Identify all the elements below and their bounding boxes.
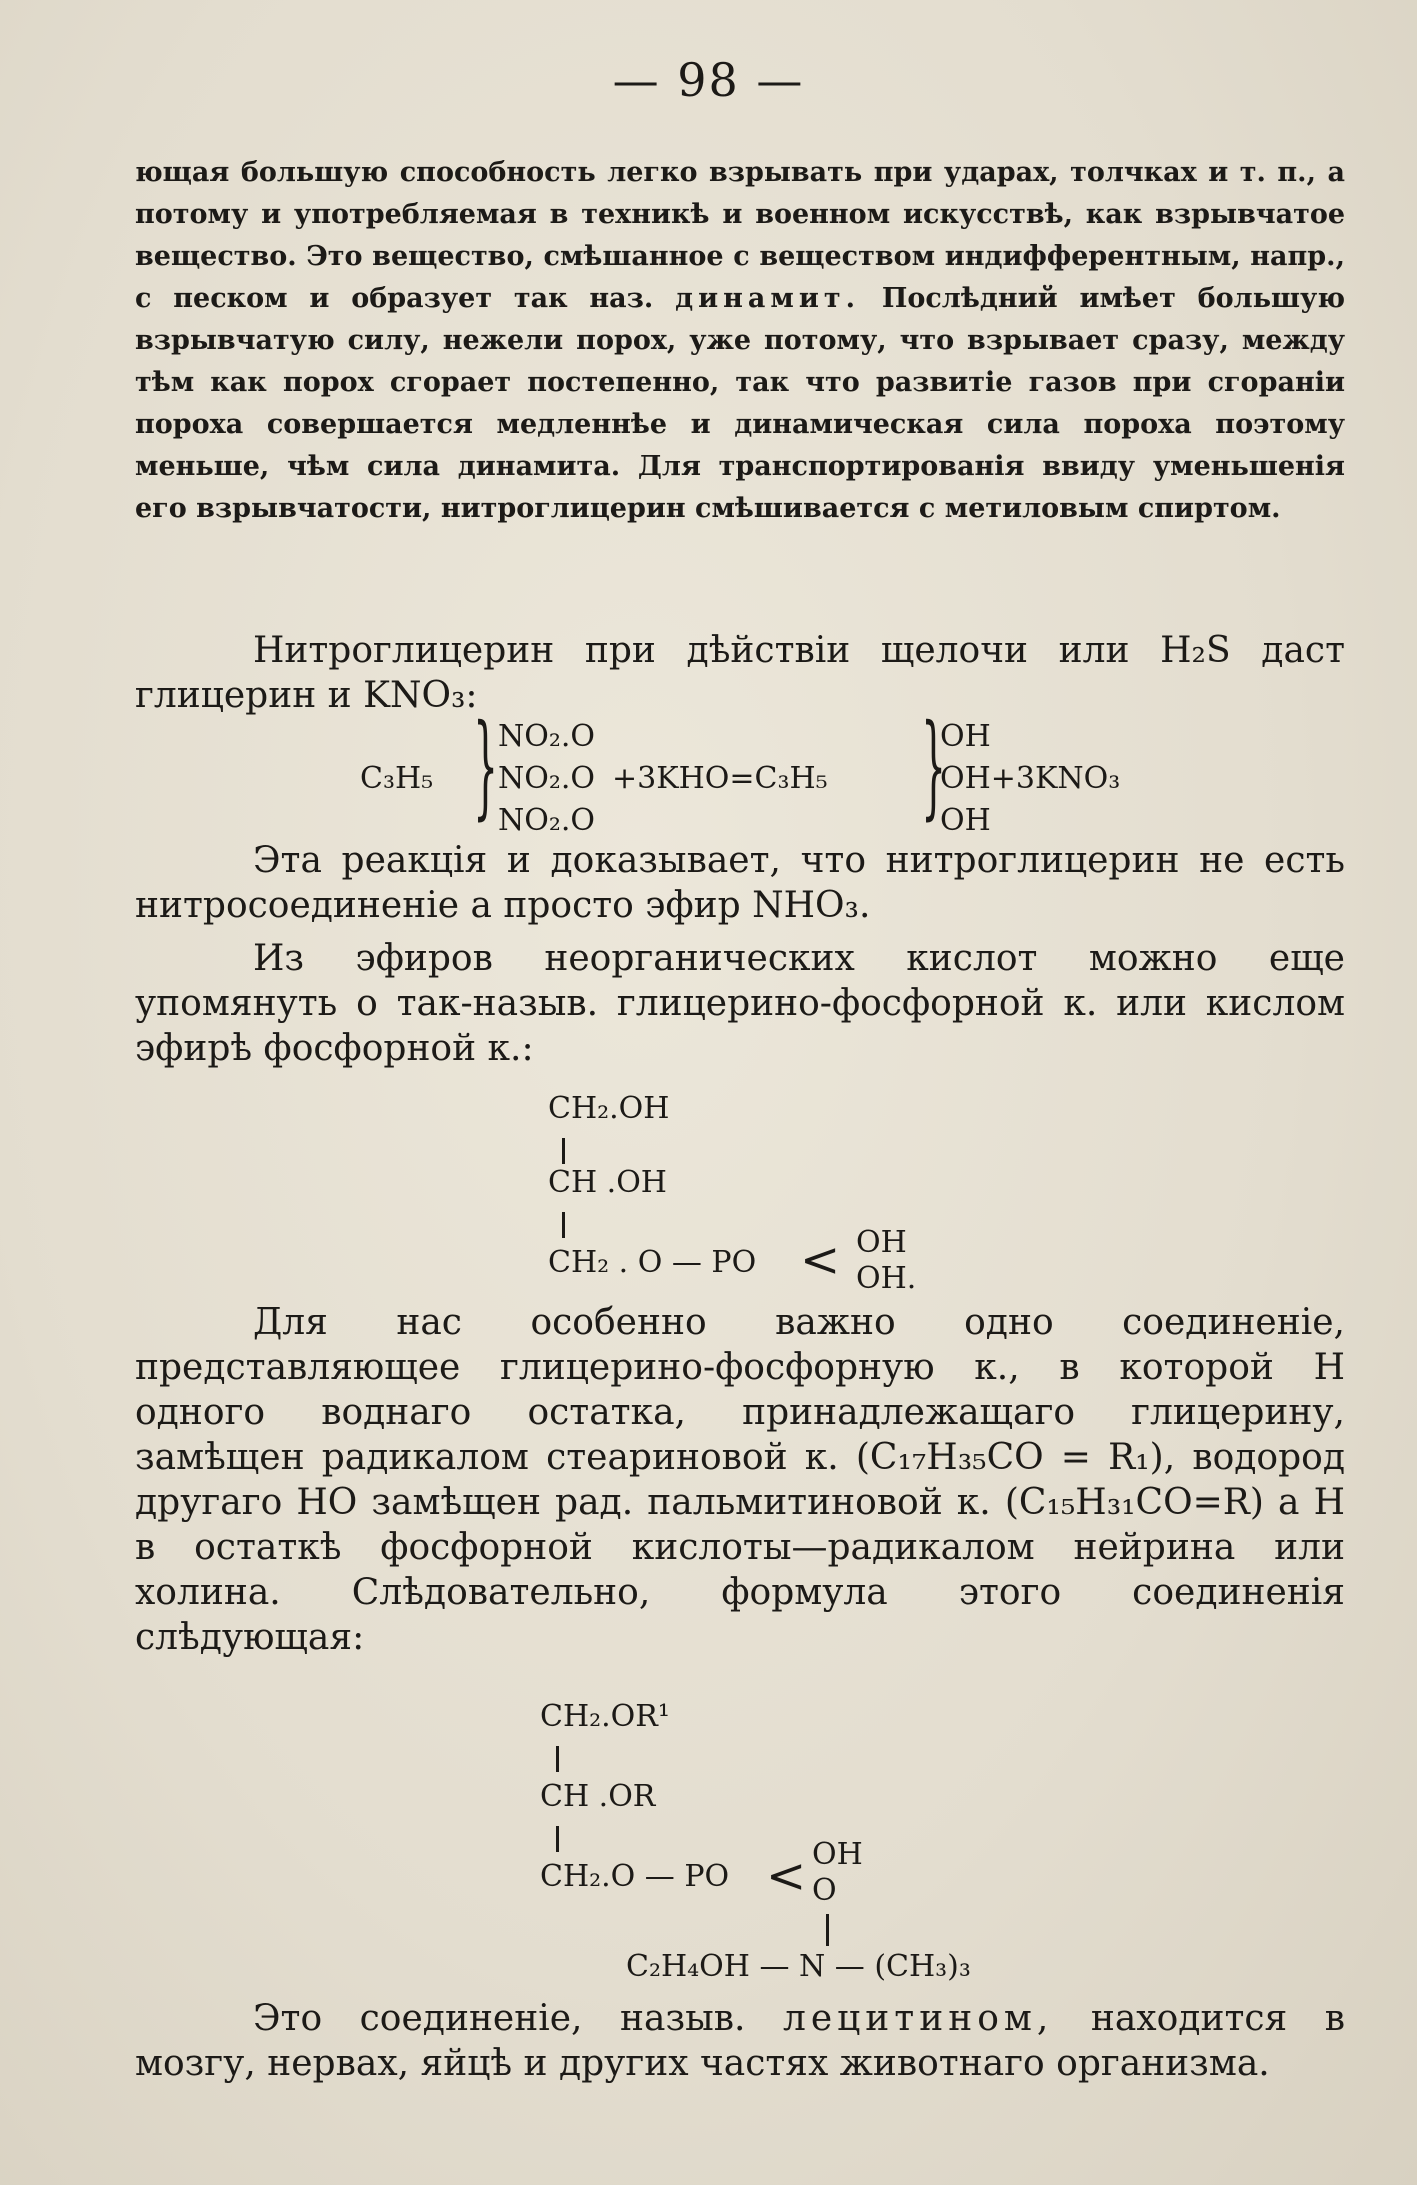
formula1-oh-1: OH [856, 1225, 907, 1260]
eq1-right-3: OH [940, 803, 991, 838]
formula2-o: O [812, 1873, 837, 1908]
eq1-line-2: NO₂.O [498, 761, 596, 796]
term-dynamite: динамит. [675, 283, 861, 314]
bond-line [562, 1138, 565, 1164]
bond-line [556, 1746, 559, 1772]
eq1-right-brace: } [921, 701, 947, 831]
eq1-middle: +3KHO=C₃H₅ [612, 761, 828, 796]
eq1-right-1: OH [940, 719, 991, 754]
paragraph-nitroglycerin [135, 628, 1345, 718]
paragraph-continuation [135, 152, 1345, 530]
small-print-paragraph [135, 152, 1345, 530]
paragraph-text-start: Это соединеніе, назыв. [253, 1998, 746, 2039]
formula1-branch: < [800, 1232, 841, 1288]
paragraph-text: ющая большую способность легко взрывать при ударах, толчках и т. п., а потому и употребляемая в техникѣ и военном искусствѣ, как взрывчатое вещество. Это вещество, смѣшанное с веществом индифферентным, напр., с песком и образует так наз. [135, 157, 1345, 314]
formula1-line-3: CH₂ . O — PO [548, 1245, 757, 1280]
paragraph-text-end: находится в мозгу, нервах, яйцѣ и других частях животнаго организма. [135, 1998, 1345, 2084]
formula1-line-2: CH .OH [548, 1165, 667, 1200]
paragraph-lecithin [135, 1996, 1345, 2086]
formula1-oh-2: OH. [856, 1261, 917, 1296]
paragraph-text: Для нас особенно важно одно соединеніе, представляющее глицерино-фосфорную к., в которой H одного воднаго остатка, принадлежащаго глицерину, замѣщен радикалом стеариновой к. (C₁₇H₃₅CO = R₁), водород другаго HO замѣщен рад. пальмитиновой к. (C₁₅H₃₁CO=R) а H в остаткѣ фосфорной кислоты—радикалом нейрина или холина. Слѣдовательно, формула этого соединенія слѣдующая: [135, 1302, 1345, 1658]
formula2-line-3: CH₂.O — PO [540, 1859, 730, 1894]
bond-line [826, 1914, 829, 1946]
formula2-branch: < [766, 1848, 807, 1904]
formula2-oh: OH [812, 1837, 863, 1872]
eq1-left-radical: C₃H₅ [360, 761, 434, 796]
paragraph-text: Нитроглицерин при дѣйствіи щелочи или H₂S даст глицерин и KNO₃: [135, 630, 1345, 716]
bond-line [562, 1212, 565, 1238]
eq1-right-2: OH+3KNO₃ [940, 761, 1121, 796]
paragraph-text-rest: Послѣдний имѣет большую взрывчатую силу, нежели порох, уже потому, что взрывает сразу, между тѣм как порох сгорает постепенно, так что развитіе газов при сгораніи пороха совершается медленнѣе и динамическая сила пороха поэтому меньше, чѣм сила динамита. Для транспортированія ввиду уменьшенія его взрывчатости, нитроглицерин смѣшивается с метиловым спиртом. [135, 283, 1346, 524]
page-number: — 98 — [612, 53, 805, 107]
paragraph-esters: Из эфиров неорганических кислот можно еще упомянуть о так-назыв. глицерино-фосфорной к. или кислом эфирѣ фосфорной к.: [135, 938, 1345, 1069]
paragraph-text [135, 1996, 1345, 2086]
paragraph-lecithin-structure [135, 1300, 1345, 1660]
eq1-left-brace: } [473, 701, 499, 831]
formula1-line-1: CH₂.OH [548, 1091, 670, 1126]
formula2-line-4: C₂H₄OH — N — (CH₃)₃ [626, 1949, 971, 1984]
bond-line [556, 1826, 559, 1852]
paragraph-reaction [135, 838, 1345, 1071]
paragraph-text: Эта реакція и доказывает, что нитроглицерин не есть нитросоединеніе а просто эфир NHO₃. [135, 840, 1345, 926]
term-lecithin: лецитином, [782, 1998, 1054, 2039]
formula2-line-2: CH .OR [540, 1779, 656, 1814]
eq1-line-1: NO₂.O [498, 719, 596, 754]
formula2-line-1: CH₂.OR¹ [540, 1699, 670, 1734]
eq1-line-3: NO₂.O [498, 803, 596, 838]
